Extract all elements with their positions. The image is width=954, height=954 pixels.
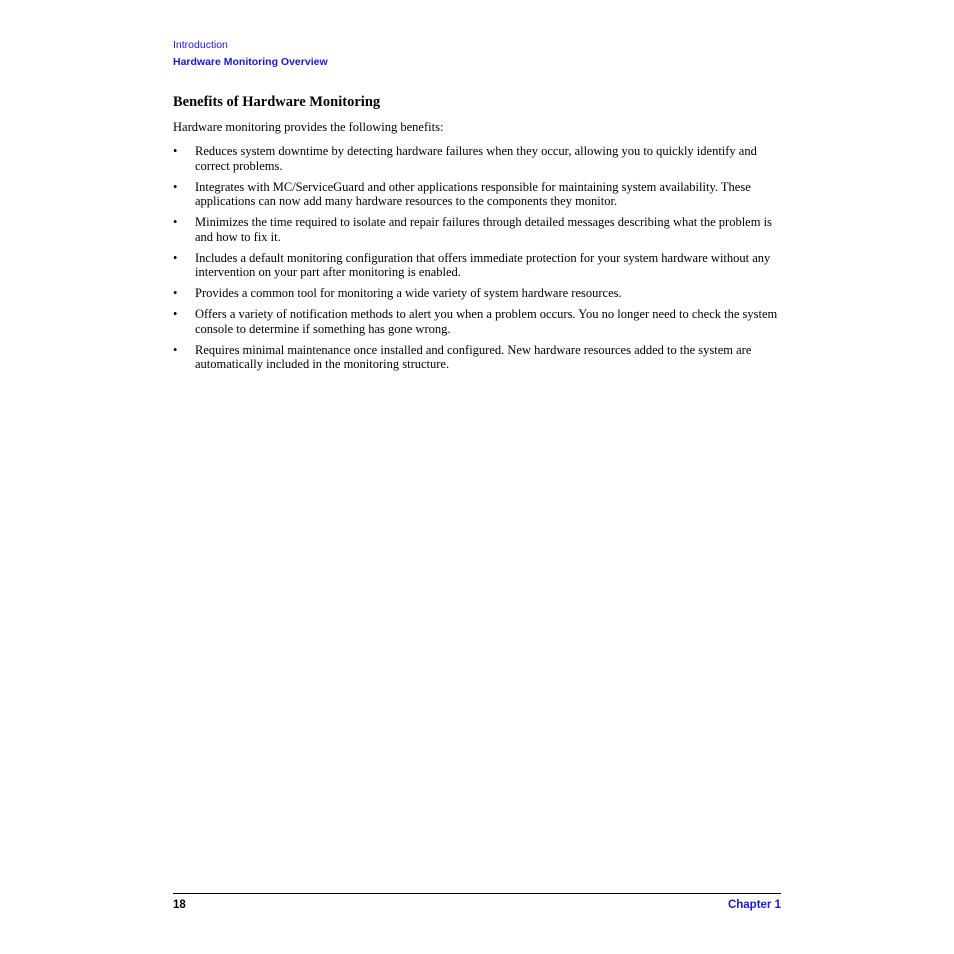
bullet-icon: • [173,144,178,158]
bullet-icon: • [173,286,178,300]
list-item-text: Provides a common tool for monitoring a wide variety of system hardware resources. [195,286,622,300]
list-item-text: Includes a default monitoring configuration that offers immediate protection for your system hardware without any intervention on your part after monitoring is enabled. [195,250,771,279]
list-item [173,307,783,336]
list-item [173,144,783,173]
list-item-text: Offers a variety of notification methods to alert you when a problem occurs. You no longer need to check the system console to determine if something has gone wrong. [195,307,778,336]
list-item [173,286,783,301]
list-item-text: Requires minimal maintenance once installed and configured. New hardware resources added to the system are automatically included in the monitoring structure. [195,342,752,371]
breadcrumb [173,37,328,71]
breadcrumb-link-hardware-monitoring-overview[interactable]: Hardware Monitoring Overview [173,56,328,68]
list-item [173,251,783,280]
chapter-link[interactable]: Chapter 1 [727,899,781,911]
list-item [173,343,783,372]
footer-divider [173,893,781,894]
breadcrumb-link-introduction[interactable]: Introduction [173,39,228,51]
section-title: Benefits of Hardware Monitoring [173,94,381,110]
bullet-icon: • [173,179,178,194]
list-item-text: Integrates with MC/ServiceGuard and other applications responsible for maintaining system availability. These applications can now add many hardware resources to the components they monitor. [195,179,751,208]
benefits-list [173,144,783,378]
intro-paragraph: Hardware monitoring provides the following benefits: [173,120,444,134]
bullet-icon: • [173,307,178,321]
list-item-text: Reduces system downtime by detecting hardware failures when they occur, allowing you to quickly identify and correct problems. [195,144,757,173]
page-number: 18 [173,899,186,911]
bullet-icon: • [173,250,178,265]
bullet-icon: • [173,342,178,357]
list-item [173,180,783,209]
list-item [173,215,783,244]
list-item-text: Minimizes the time required to isolate and repair failures through detailed messages describing what the problem is and how to fix it. [195,215,772,244]
bullet-icon: • [173,215,178,229]
